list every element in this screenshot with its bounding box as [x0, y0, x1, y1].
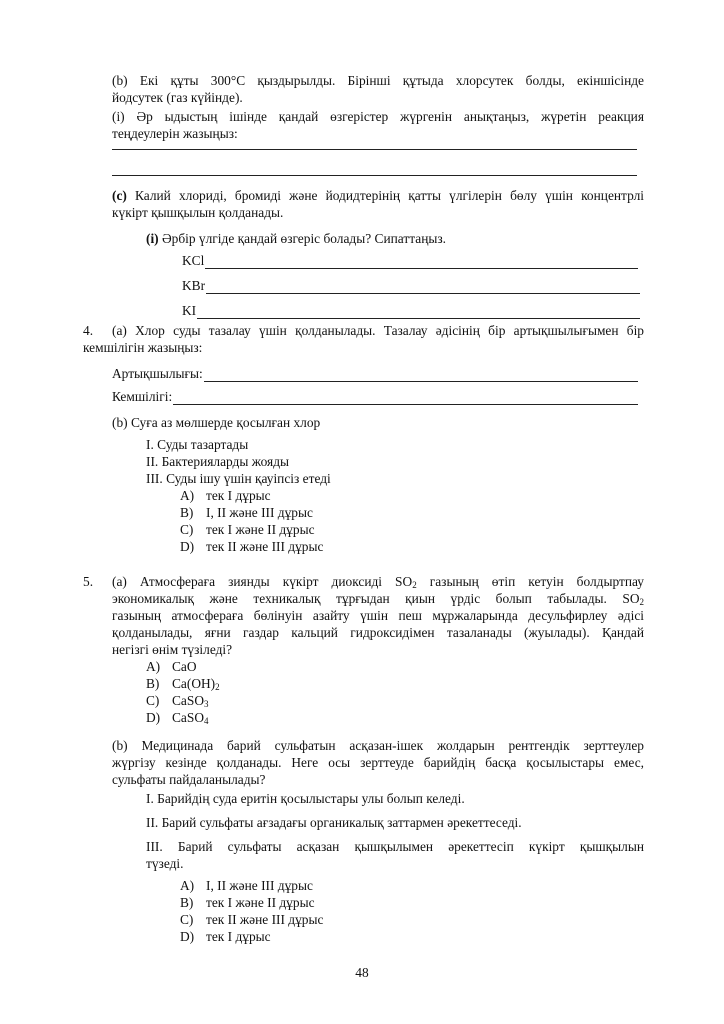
answer-line[interactable] [112, 175, 637, 176]
q4b-text: (b) Суға аз мөлшерде қосылған хлор [112, 415, 321, 430]
answer-line[interactable] [205, 255, 638, 269]
sample-ki-row[interactable] [182, 302, 640, 319]
disadvantage-label: Кемшілігі: [112, 389, 173, 404]
q4a-text: (a) Хлор суды тазалау үшін қолданылады. Тазалау әдісінің бір артықшылығымен бір кемшілігін жазыңыз: [83, 323, 644, 355]
q5b-statement: III. Барий сульфаты асқазан қышқылымен әрекеттесіп күкірт қышқылын түзеді. [146, 839, 644, 871]
q5a-text: (a) Атмосфераға зиянды күкірт диоксиді $SO_2$ газының өтіп кетуін болдыртпау экономикалық және техникалық тұрғыдан қиын үрдіс болып табылады. $SO_2$ газының атмосфераға бөлінуін азайту үшін пеш мұржаларында десульфирлеу әдісі қолданылады, яғни газдар кальций гидроксидімен тазаланады (жуылады). Қандай негізгі өнім түзіледі? [112, 574, 644, 657]
q3c-text: (c) Калий хлориді, бромиді және йодидтерінің қатты үлгілерін бөлу үшін концентрлі күкірт қышқылын қолданады. [112, 188, 644, 220]
q5b-statement: II. Барий сульфаты ағзадағы органикалық заттармен әрекеттеседі. [146, 815, 522, 830]
q5b-option-b[interactable]: B) тек I және II дұрыс [180, 895, 315, 910]
q4-statement: II. Бактерияларды жояды [146, 454, 290, 469]
q4-option-c[interactable]: C) тек I және II дұрыс [180, 522, 315, 537]
q5a-option-d[interactable]: D) CaSO$_4$ [146, 710, 209, 726]
q5-number: 5. [83, 574, 94, 589]
answer-line[interactable] [204, 368, 638, 382]
sample-kcl-row[interactable] [182, 252, 638, 269]
q3b-text: (b) Екі құты 300°С қыздырылды. Бірінші құтыда хлорсутек болды, екіншісінде йодсутек (газ күйінде). (і) Әр ыдыстың ішінде қандай өзгерістер жүргенін анықтаңыз, жүретін реакция теңдеулерін жазыңыз: [112, 73, 644, 141]
q5b-statement: I. Барийдің суда еритін қосылыстары улы болып келеді. [146, 791, 465, 806]
q4-option-d[interactable]: D) тек II және III дұрыс [180, 539, 324, 554]
sample-label: KBr [182, 278, 206, 293]
q5a-option-c[interactable]: C) CaSO$_3$ [146, 693, 209, 709]
answer-line[interactable] [173, 391, 638, 405]
answer-line[interactable] [112, 149, 637, 150]
q4-option-a[interactable]: A) тек I дұрыс [180, 488, 271, 503]
q5b-text: (b) Медицинада барий сульфатын асқазан-ішек жолдарын рентгендік зерттеулер жүргізу кезінде қолданады. Неге осы зерттеуде барийдің басқа қосылыстары емес, сульфаты пайдаланылады? [112, 738, 644, 787]
q5b-option-d[interactable]: D) тек I дұрыс [180, 929, 271, 944]
q5a-option-a[interactable]: A) CaO [146, 659, 197, 674]
q4-statement: I. Суды тазартады [146, 437, 249, 452]
q5b-option-c[interactable]: C) тек II және III дұрыс [180, 912, 324, 927]
advantage-row[interactable] [112, 365, 638, 382]
answer-line[interactable] [206, 280, 640, 294]
sample-kbr-row[interactable] [182, 277, 640, 294]
q5a-option-b[interactable]: B) $Ca(OH)_2$ [146, 676, 220, 692]
sample-label: KCl [182, 253, 205, 268]
q4-number: 4. [83, 323, 94, 338]
q3c-i-question: (і) Әрбір үлгіде қандай өзгеріс болады? Сипаттаңыз. [146, 231, 446, 246]
answer-line[interactable] [197, 305, 640, 319]
q5b-option-a[interactable]: A) I, II және III дұрыс [180, 878, 313, 893]
advantage-label: Артықшылығы: [112, 366, 203, 381]
q4-statement: III. Суды ішу үшін қауіпсіз етеді [146, 471, 331, 486]
page-number: 48 [355, 965, 369, 980]
disadvantage-row[interactable] [112, 388, 638, 405]
sample-label: KI [182, 303, 197, 318]
q4-option-b[interactable]: B) I, II және III дұрыс [180, 505, 313, 520]
